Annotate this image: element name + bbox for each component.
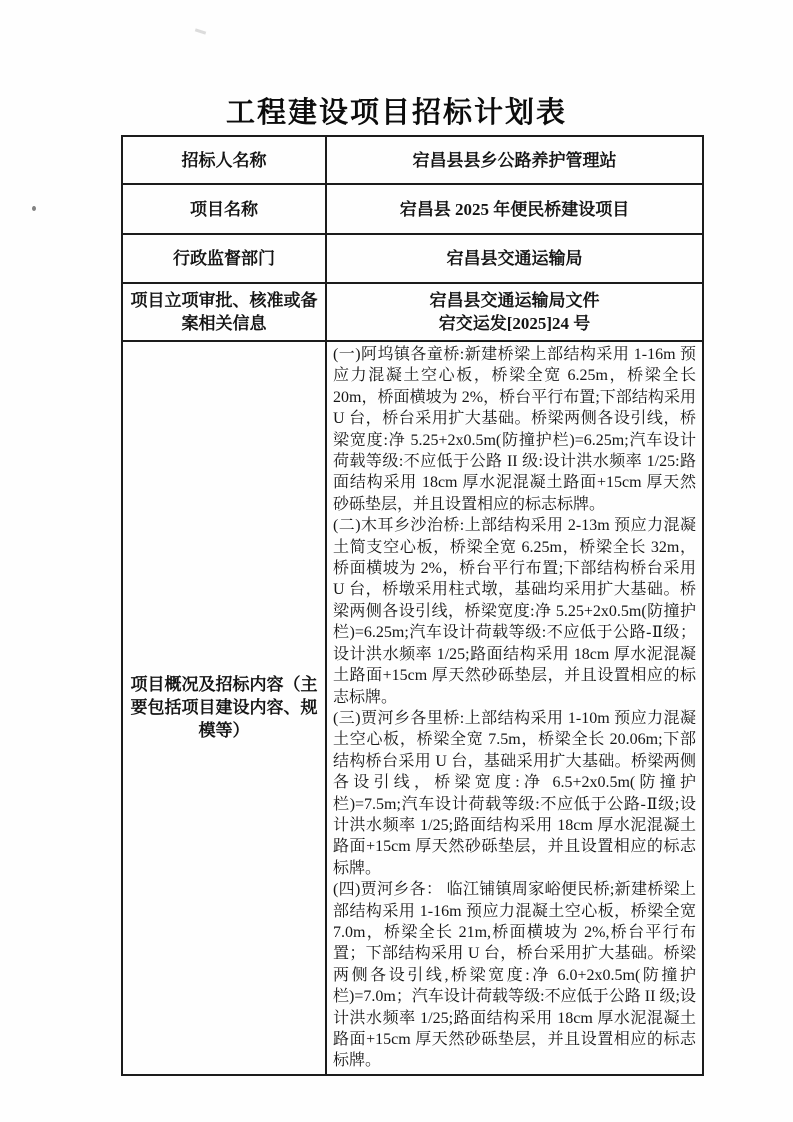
table-row	[122, 341, 703, 1075]
bridge-paragraph-4: (四)贾河乡各： 临江铺镇周家峪便民桥;新建桥梁上部结构采用 1-16m 预应力混凝土空心板，桥梁全宽 7.0m，桥梁全长 21m,桥面横坡为 2%,桥台平行布置；下部结构采用 U 台，桥台采用扩大基础。桥梁两侧各设引线,桥梁宽度:净 6.0+2x0.5m(防撞护栏)=7.0m；汽车设计荷载等级:不应低于公路 II 级;设计洪水频率 1/25;路面结构采用 18cm 厚水泥混凝土路面+15cm 厚天然砂砾垫层，并且设置相应的标志标牌。	[333, 881, 696, 1070]
approval-info-value	[326, 283, 703, 341]
scan-artifact-dot	[32, 206, 36, 211]
table-row	[122, 234, 703, 283]
approval-doc-source: 宕昌县交通运输局文件	[429, 291, 600, 310]
approval-doc-number: 宕交运发[2025]24 号	[438, 314, 591, 333]
bid-plan-table	[121, 135, 704, 1076]
tenderer-name-label: 招标人名称	[122, 136, 326, 184]
approval-info-label: 项目立项审批、核准或备案相关信息	[122, 283, 326, 341]
bridge-paragraph-1: (一)阿坞镇各童桥:新建桥梁上部结构采用 1-16m 预应力混凝土空心板，桥梁全宽 6.25m，桥梁全长 20m，桥面横坡为 2%，桥台平行布置;下部结构采用 U 台，桥台采用扩大基础。桥梁两侧各设引线，桥梁宽度:净 5.25+2x0.5m(防撞护栏)=6.25m;汽车设计荷载等级:不应低于公路 II 级:设计洪水频率 1/25:路面结构采用 18cm 厚水泥混凝土路面+15cm 厚天然砂砾垫层，并且设置相应的标志标牌。	[333, 346, 696, 513]
project-name-value: 宕昌县 2025 年便民桥建设项目	[326, 184, 703, 234]
scan-artifact-smudge	[195, 28, 206, 34]
project-overview-label: 项目概况及招标内容（主要包括项目建设内容、规模等）	[122, 341, 326, 1075]
bridge-paragraph-3: (三)贾河乡各里桥:上部结构采用 1-10m 预应力混凝土空心板，桥梁全宽 7.5m，桥梁全长 20.06m;下部结构桥台采用 U 台，基础采用扩大基础。桥梁两侧各设引线，桥梁宽度:净 6.5+2x0.5m(防撞护栏)=7.5m;汽车设计荷载等级:不应低于公路-Ⅱ级;设计洪水频率 1/25;路面结构采用 18cm 厚水泥混凝土路面+15cm 厚天然砂砾垫层，并且设置相应的标志标牌。	[333, 709, 696, 877]
table-row	[122, 283, 703, 341]
table-row	[122, 136, 703, 184]
page-title: 工程建设项目招标计划表	[225, 97, 567, 129]
project-name-label: 项目名称	[122, 184, 326, 234]
bridge-paragraph-2: (二)木耳乡沙治桥:上部结构采用 2-13m 预应力混凝土简支空心板，桥梁全宽 6.25m，桥梁全长 32m，桥面横坡为 2%，桥台平行布置;下部结构桥台采用 U 台，桥墩采用柱式墩，基础均采用扩大基础。桥梁两侧各设引线，桥梁宽度:净 5.25+2x0.5m(防撞护栏)=6.25m;汽车设计荷载等级:不应低于公路-Ⅱ级；设计洪水频率 1/25;路面结构采用 18cm 厚水泥混凝土路面+15cm 厚天然砂砾垫层，并且设置相应的标志标牌。	[333, 517, 696, 706]
supervisory-department-value: 宕昌县交通运输局	[326, 234, 703, 283]
table-row	[122, 184, 703, 234]
supervisory-department-label: 行政监督部门	[122, 234, 326, 283]
tenderer-name-value: 宕昌县县乡公路养护管理站	[326, 136, 703, 184]
project-overview-content	[326, 341, 703, 1075]
